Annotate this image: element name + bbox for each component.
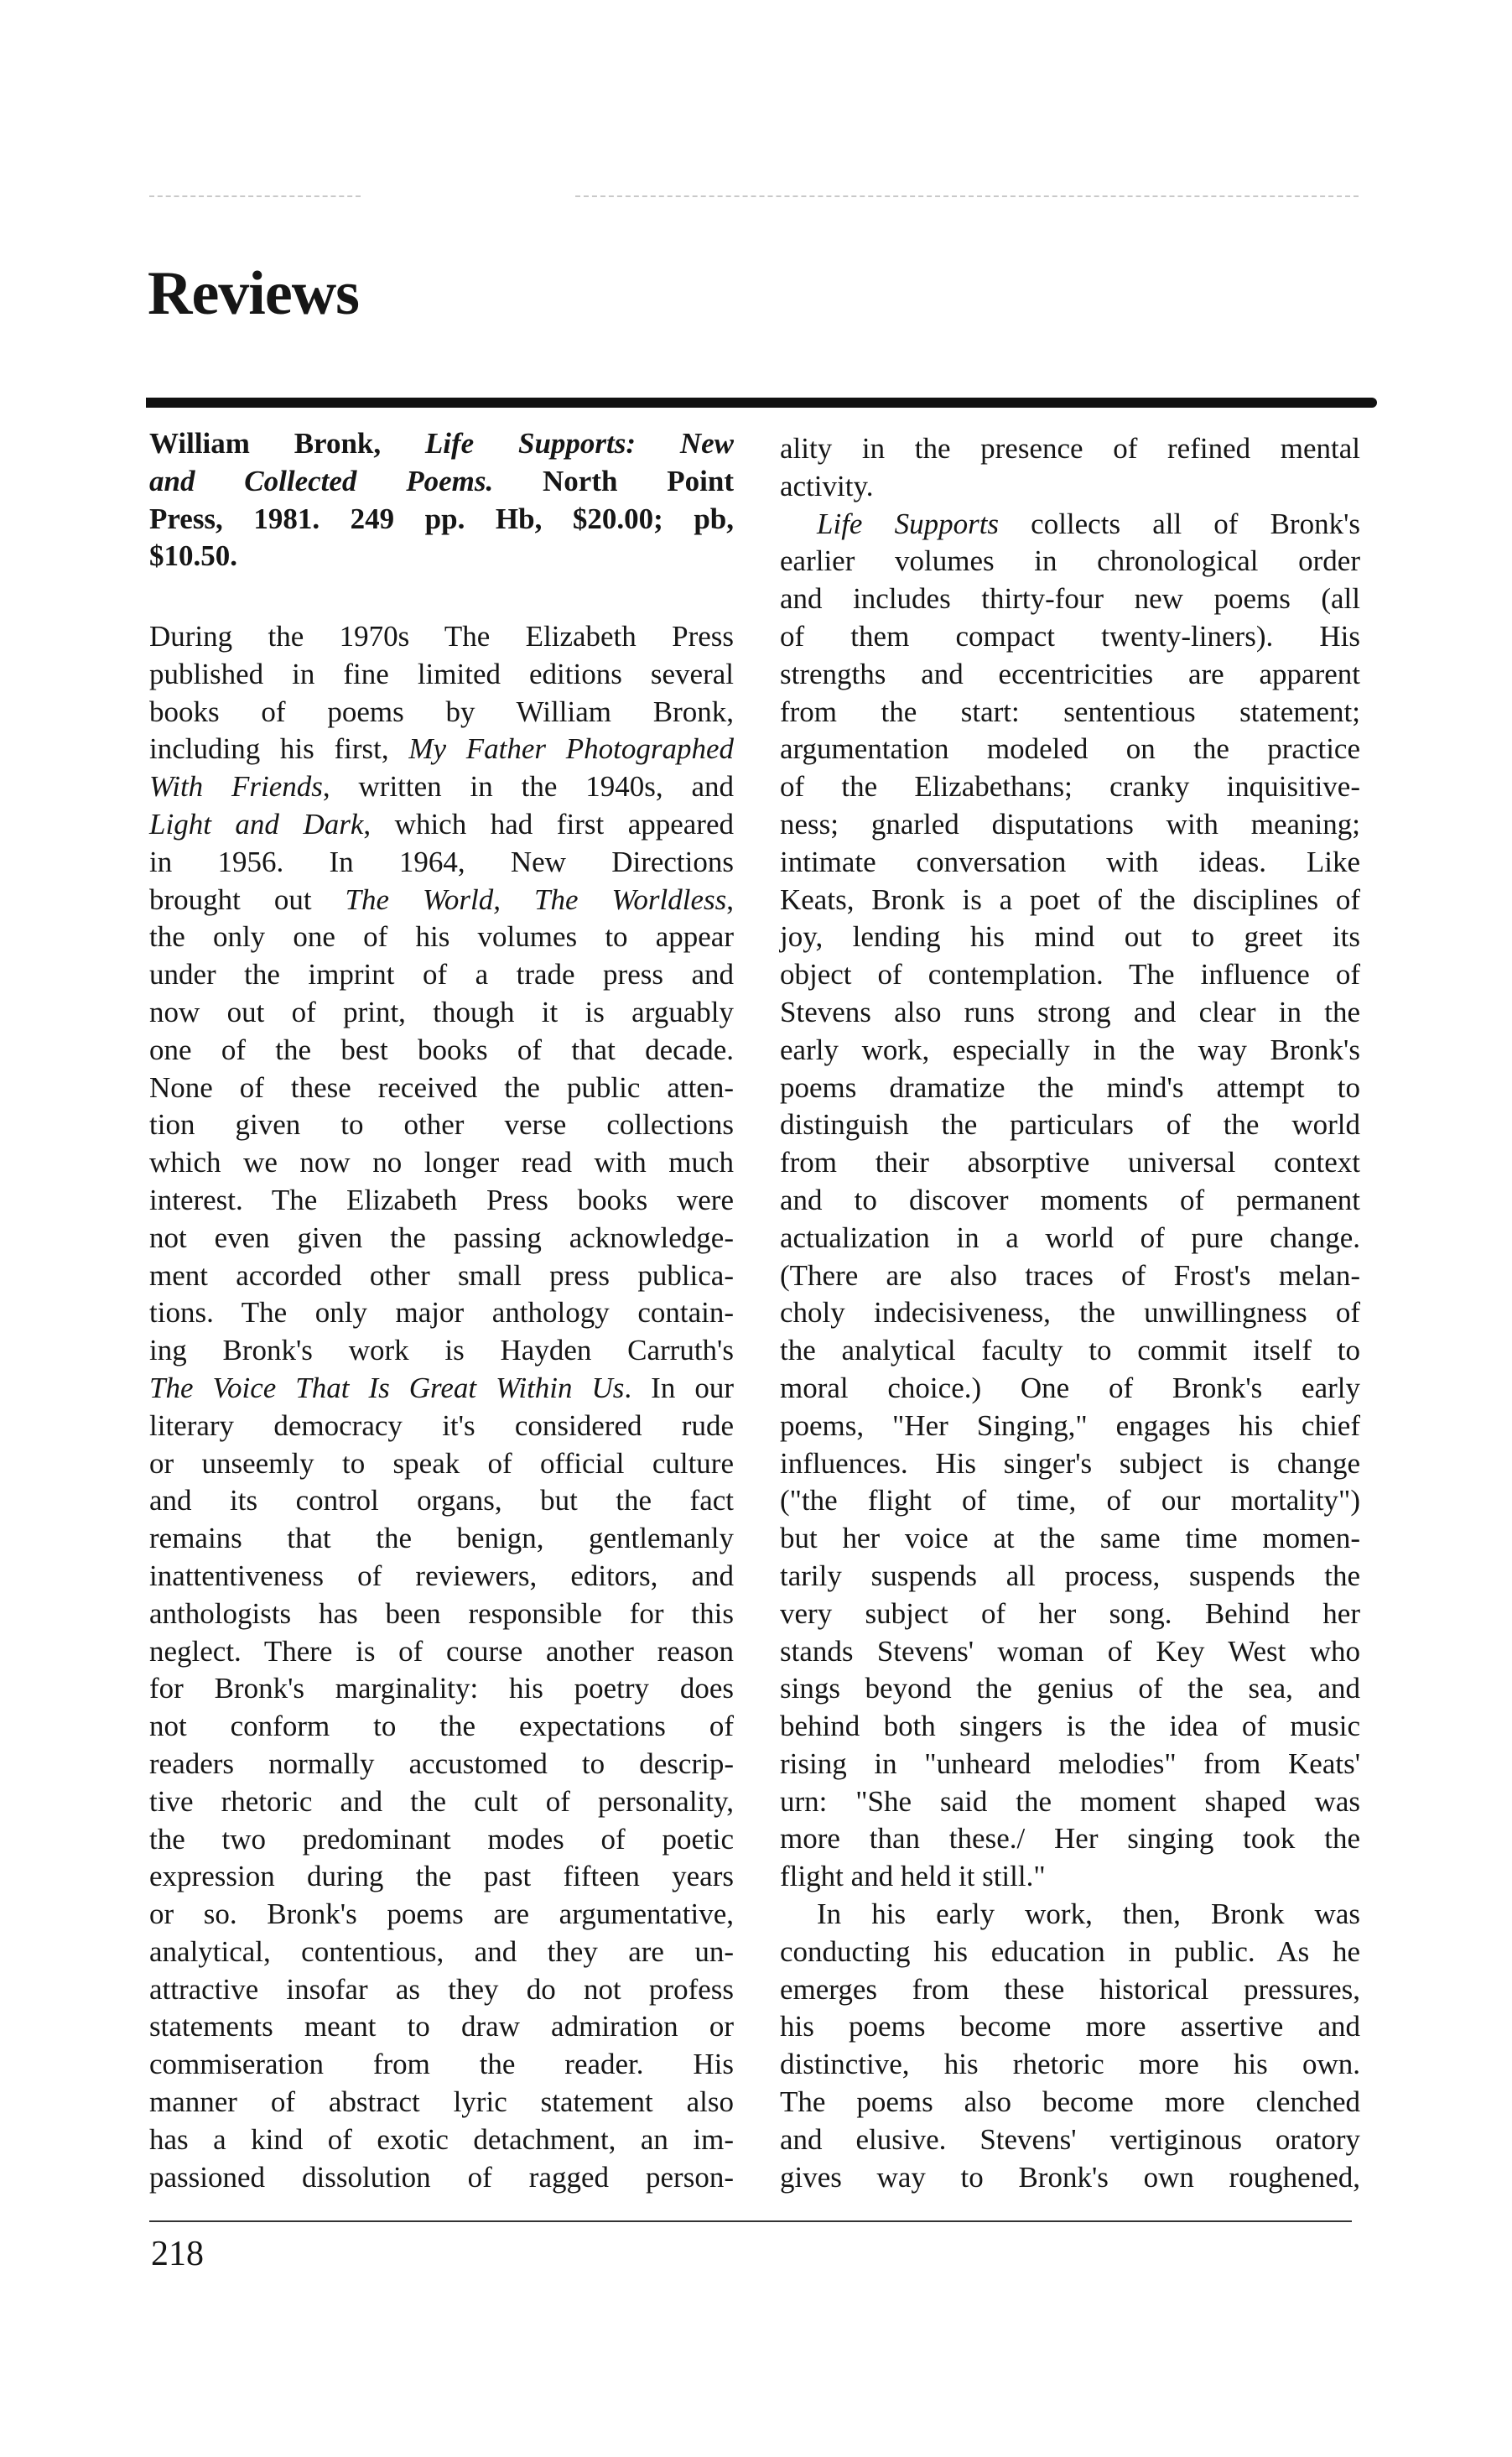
paragraph-line xyxy=(780,2046,1360,2084)
text-run: tarily suspends all process, suspends the xyxy=(780,1559,1360,1592)
text-run: earlier volumes in chronological order xyxy=(780,544,1360,578)
text-run: has a kind of exotic detachment, an im- xyxy=(149,2122,734,2156)
text-run: influences. His singer's subject is change xyxy=(780,1446,1360,1480)
paragraph-line xyxy=(780,1558,1360,1595)
paragraph-line xyxy=(780,1220,1360,1257)
paragraph-line xyxy=(149,1220,734,1257)
text-run: ality in the presence of refined mental xyxy=(780,432,1360,465)
paragraph-line xyxy=(780,1332,1360,1370)
text-run: one of the best books of that decade. xyxy=(149,1033,734,1066)
text-run: In his early work, then, Bronk was xyxy=(817,1897,1360,1931)
text-run: for Bronk's marginality: his poetry does xyxy=(149,1672,734,1705)
paragraph-line xyxy=(780,1783,1360,1821)
paragraph-line xyxy=(149,1070,734,1107)
text-run: sings beyond the genius of the sea, and xyxy=(780,1672,1360,1705)
text-run: the only one of his volumes to appear xyxy=(149,920,734,954)
paragraph-line xyxy=(149,618,734,656)
text-run: ing Bronk's work is Hayden Carruth's xyxy=(149,1334,734,1367)
text-run: the analytical faculty to commit itself to xyxy=(780,1334,1360,1367)
text-run: poems, "Her Singing," engages his chief xyxy=(780,1408,1360,1442)
paragraph-line xyxy=(149,2084,734,2121)
text-run: object of contemplation. The influence of xyxy=(780,958,1360,992)
text-run: urn: "She said the moment shaped was xyxy=(780,1784,1360,1818)
text-run: ment accorded other small press publica- xyxy=(149,1258,734,1292)
text-run: The poems also become more clenched xyxy=(780,2085,1360,2119)
paragraph-line xyxy=(149,1106,734,1144)
paragraph-line xyxy=(780,882,1360,919)
paragraph-line xyxy=(780,994,1360,1032)
text-run: tive rhetoric and the cult of personality, xyxy=(149,1784,734,1818)
text-run: . In our xyxy=(624,1371,734,1404)
paragraph-line xyxy=(780,731,1360,768)
text-run: books of poems by William Bronk, xyxy=(149,695,734,728)
paragraph-line xyxy=(780,1934,1360,1971)
header-faint-rule-right xyxy=(575,195,1359,197)
paragraph-line xyxy=(780,468,1360,506)
text-run: analytical, contentious, and they are un- xyxy=(149,1934,734,1968)
text-run: moral choice.) One of Bronk's early xyxy=(780,1371,1360,1404)
text-run: neglect. There is of course another reason xyxy=(149,1634,734,1668)
text-run: and elusive. Stevens' vertiginous oratory xyxy=(780,2122,1360,2156)
paragraph-line xyxy=(780,1482,1360,1520)
text-run: strengths and eccentricities are apparent xyxy=(780,657,1360,690)
paragraph-line xyxy=(149,2046,734,2084)
paragraph-line xyxy=(780,1971,1360,2009)
left-column-text xyxy=(149,618,734,2196)
italic-title-run: and Collected Poems. xyxy=(149,464,494,497)
text-run: choly indecisiveness, the unwillingness of xyxy=(780,1296,1360,1330)
paragraph-line xyxy=(780,1670,1360,1708)
text-run: ("the flight of time, of our mortality") xyxy=(780,1484,1360,1517)
header-faint-rule-left xyxy=(149,195,361,197)
paragraph-line xyxy=(149,1558,734,1595)
text-run: commiseration from the reader. His xyxy=(149,2048,734,2081)
footer-rule xyxy=(149,2220,1352,2222)
text-run: ness; gnarled disputations with meaning; xyxy=(780,807,1360,841)
text-run: rising in "unheard melodies" from Keats' xyxy=(780,1746,1360,1780)
paragraph-line xyxy=(149,1408,734,1445)
right-column-text xyxy=(780,430,1360,2196)
paragraph-line xyxy=(149,2159,734,2197)
text-run: North Point xyxy=(493,464,734,497)
text-run: but her voice at the same time momen- xyxy=(780,1522,1360,1555)
paragraph-line xyxy=(149,956,734,994)
italic-title-run: Life Supports: New xyxy=(424,427,734,460)
paragraph-line xyxy=(149,768,734,806)
text-run: flight and held it still." xyxy=(780,1860,1046,1893)
text-run: tion given to other verse collections xyxy=(149,1108,734,1142)
text-run: None of these received the public atten- xyxy=(149,1070,734,1104)
text-run: of the Elizabethans; cranky inquisitive- xyxy=(780,770,1360,804)
paragraph-line xyxy=(780,956,1360,994)
paragraph-line xyxy=(149,1896,734,1934)
paragraph-line xyxy=(780,844,1360,882)
italic-title-run: The Voice That Is Great Within Us xyxy=(149,1371,625,1404)
text-run: distinguish the particulars of the world xyxy=(780,1108,1360,1142)
paragraph-line xyxy=(149,1445,734,1483)
text-run: and its control organs, but the fact xyxy=(149,1484,734,1517)
paragraph-line xyxy=(780,1294,1360,1332)
paragraph-line xyxy=(149,731,734,768)
paragraph-line xyxy=(780,430,1360,468)
paragraph-line xyxy=(780,1820,1360,1858)
paragraph-line xyxy=(780,2008,1360,2046)
text-run: Keats, Bronk is a poet of the disciplines of xyxy=(780,882,1360,916)
text-run: Press, 1981. 249 pp. Hb, $20.00; pb, xyxy=(149,502,734,535)
paragraph-line xyxy=(149,656,734,694)
paragraph-line xyxy=(149,1858,734,1896)
paragraph-line xyxy=(149,1370,734,1408)
text-run: of them compact twenty-liners). His xyxy=(780,619,1360,653)
text-run: attractive insofar as they do not profess xyxy=(149,1972,734,2006)
text-run: (There are also traces of Frost's melan- xyxy=(780,1258,1360,1292)
text-run: inattentiveness of reviewers, editors, and xyxy=(149,1559,734,1592)
paragraph-line xyxy=(780,1595,1360,1633)
text-run: joy, lending his mind out to greet its xyxy=(780,920,1360,954)
paragraph-line xyxy=(780,768,1360,806)
paragraph-line xyxy=(780,1257,1360,1295)
text-run: his poems become more assertive and xyxy=(780,2010,1360,2043)
text-run: not conform to the expectations of xyxy=(149,1710,734,1743)
paragraph-line xyxy=(149,1482,734,1520)
paragraph-line xyxy=(149,1520,734,1558)
text-run: from their absorptive universal context xyxy=(780,1146,1360,1179)
paragraph-line xyxy=(780,506,1360,544)
text-run: or unseemly to speak of official culture xyxy=(149,1446,734,1480)
text-run: and includes thirty-four new poems (all xyxy=(780,582,1360,616)
paragraph-line xyxy=(149,2008,734,2046)
paragraph-line xyxy=(149,1032,734,1070)
paragraph-line xyxy=(780,919,1360,956)
text-run: distinctive, his rhetoric more his own. xyxy=(780,2048,1360,2081)
paragraph-line xyxy=(780,1896,1360,1934)
paragraph-line xyxy=(780,1520,1360,1558)
citation-line xyxy=(149,501,734,539)
paragraph-line xyxy=(780,1370,1360,1408)
text-run: from the start: sententious statement; xyxy=(780,695,1360,728)
text-run: William Bronk, xyxy=(149,427,425,460)
text-run: literary democracy it's considered rude xyxy=(149,1408,734,1442)
text-run: readers normally accustomed to descrip- xyxy=(149,1746,734,1780)
text-run: passioned dissolution of ragged person- xyxy=(149,2160,734,2194)
citation-line xyxy=(149,425,734,463)
paragraph-line xyxy=(149,1746,734,1783)
paragraph-line xyxy=(149,1144,734,1182)
paragraph-line xyxy=(149,694,734,731)
italic-title-run: Light and Dark xyxy=(149,807,364,841)
text-run: statements meant to draw admiration or xyxy=(149,2010,734,2043)
paragraph-line xyxy=(780,1746,1360,1783)
paragraph-line xyxy=(780,1070,1360,1107)
text-run: in 1956. In 1964, New Directions xyxy=(149,845,734,878)
italic-title-run: Life Supports xyxy=(817,507,1000,540)
paragraph-line xyxy=(149,2121,734,2159)
text-run: , xyxy=(726,882,734,916)
text-run: not even given the passing acknowledge- xyxy=(149,1221,734,1254)
text-run: emerges from these historical pressures, xyxy=(780,1972,1360,2006)
paragraph-line xyxy=(780,1032,1360,1070)
paragraph-line xyxy=(149,994,734,1032)
paragraph-line xyxy=(149,1783,734,1821)
paragraph-line xyxy=(780,2084,1360,2121)
review-citation xyxy=(149,425,734,575)
text-run: Stevens also runs strong and clear in the xyxy=(780,995,1360,1028)
text-run: , written in the 1940s, and xyxy=(322,770,734,804)
paragraph-line xyxy=(780,2121,1360,2159)
text-run: very subject of her song. Behind her xyxy=(780,1596,1360,1630)
italic-title-run: With Friends xyxy=(149,770,323,804)
text-run: more than these./ Her singing took the xyxy=(780,1822,1360,1856)
paragraph-line xyxy=(780,1106,1360,1144)
text-run: expression during the past fifteen years xyxy=(149,1860,734,1893)
paragraph-line xyxy=(780,2159,1360,2197)
text-run: activity. xyxy=(780,469,874,502)
paragraph-line xyxy=(149,1294,734,1332)
text-run: argumentation modeled on the practice xyxy=(780,732,1360,766)
text-run: poems dramatize the mind's attempt to xyxy=(780,1070,1360,1104)
text-run: manner of abstract lyric statement also xyxy=(149,2085,734,2119)
paragraph-line xyxy=(780,1858,1360,1896)
text-run: conducting his education in public. As he xyxy=(780,1934,1360,1968)
text-run: behind both singers is the idea of music xyxy=(780,1710,1360,1743)
section-divider-rule xyxy=(146,398,1377,408)
paragraph-line xyxy=(149,806,734,844)
paragraph-line xyxy=(149,1595,734,1633)
paragraph-line xyxy=(780,656,1360,694)
paragraph-line xyxy=(149,1633,734,1671)
text-run: including his first, xyxy=(149,732,409,766)
text-run: gives way to Bronk's own roughened, xyxy=(780,2160,1360,2194)
citation-line xyxy=(149,538,734,575)
paragraph-line xyxy=(780,1182,1360,1220)
paragraph-line xyxy=(149,919,734,956)
text-run: During the 1970s The Elizabeth Press xyxy=(149,620,734,653)
text-run: intimate conversation with ideas. Like xyxy=(780,845,1360,878)
paragraph-line xyxy=(149,1708,734,1746)
paragraph-line xyxy=(149,1934,734,1971)
paragraph-line xyxy=(780,1408,1360,1445)
text-run: brought out xyxy=(149,882,346,916)
paragraph-line xyxy=(780,1445,1360,1483)
text-run: interest. The Elizabeth Press books were xyxy=(149,1183,734,1216)
text-run: stands Stevens' woman of Key West who xyxy=(780,1634,1360,1668)
text-run: remains that the benign, gentlemanly xyxy=(149,1522,734,1555)
paragraph-line xyxy=(780,580,1360,618)
section-title: Reviews xyxy=(148,259,359,328)
text-run: which we now no longer read with much xyxy=(149,1146,734,1179)
text-run: anthologists has been responsible for this xyxy=(149,1596,734,1630)
text-run: tions. The only major anthology contain- xyxy=(149,1296,734,1330)
paragraph-line xyxy=(149,1821,734,1859)
paragraph-line xyxy=(780,694,1360,731)
text-run: under the imprint of a trade press and xyxy=(149,958,734,992)
paragraph-line xyxy=(780,618,1360,656)
text-run: , which had first appeared xyxy=(363,807,734,841)
text-run: published in fine limited editions several xyxy=(149,657,734,690)
paragraph-line xyxy=(780,1144,1360,1182)
citation-line xyxy=(149,463,734,501)
page-number: 218 xyxy=(151,2235,204,2273)
paragraph-line xyxy=(149,1670,734,1708)
italic-title-run: The World, The Worldless xyxy=(345,882,727,916)
paragraph-line xyxy=(149,882,734,919)
paragraph-line xyxy=(149,1182,734,1220)
text-run: collects all of Bronk's xyxy=(999,507,1360,540)
text-run: $10.50. xyxy=(149,539,237,573)
paragraph-line xyxy=(780,1633,1360,1671)
paragraph-line xyxy=(149,1257,734,1295)
text-run: the two predominant modes of poetic xyxy=(149,1822,734,1856)
paragraph-line xyxy=(780,806,1360,844)
text-run: now out of print, though it is arguably xyxy=(149,995,734,1028)
text-run: and to discover moments of permanent xyxy=(780,1183,1360,1216)
paragraph-line xyxy=(149,1332,734,1370)
paragraph-line xyxy=(149,1971,734,2009)
paragraph-line xyxy=(780,1708,1360,1746)
text-run: early work, especially in the way Bronk's xyxy=(780,1033,1360,1066)
text-run: actualization in a world of pure change. xyxy=(780,1221,1360,1254)
paragraph-line xyxy=(780,543,1360,580)
paragraph-line xyxy=(149,844,734,882)
italic-title-run: My Father Photographed xyxy=(408,732,734,766)
text-run: or so. Bronk's poems are argumentative, xyxy=(149,1897,734,1931)
